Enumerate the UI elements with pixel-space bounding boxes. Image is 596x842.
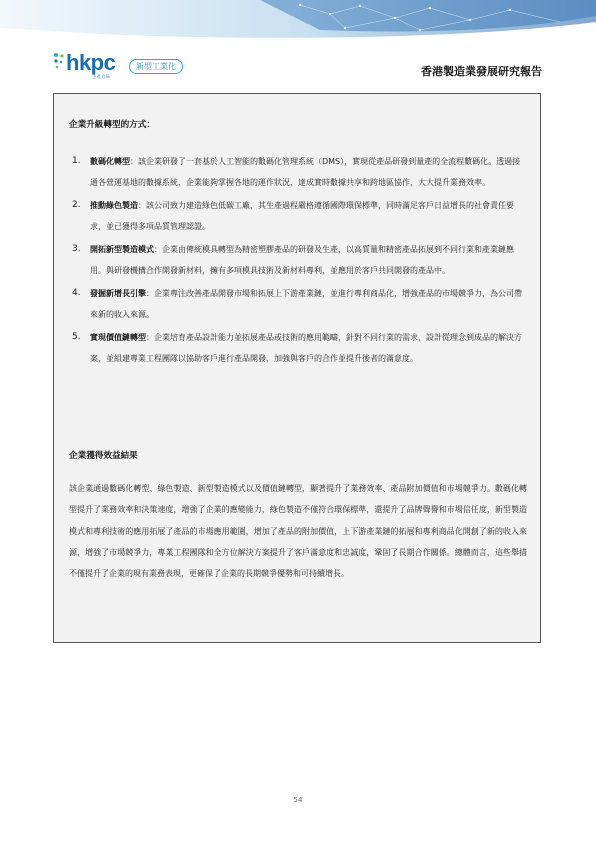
item-title: 實現價值鏈轉型 xyxy=(90,333,146,342)
page-number: 54 xyxy=(293,796,303,804)
item-number: 2. xyxy=(72,200,81,210)
section-heading-methods: 企業升級轉型的方式： xyxy=(69,120,155,130)
list-item xyxy=(67,151,527,193)
list-item xyxy=(67,327,527,369)
logo-subtext: 生產力局 xyxy=(92,75,110,80)
item-number: 4. xyxy=(72,288,81,298)
item-title: 推動綠色製造 xyxy=(90,201,138,210)
logo-text: hkpc xyxy=(66,50,116,75)
item-number: 1. xyxy=(72,156,81,166)
item-number: 3. xyxy=(72,244,81,254)
item-title: 數碼化轉型 xyxy=(90,157,130,166)
item-text: ：企業培育產品設計能力並拓展產品或技術的應用範疇，針對不同行業的需求，設計從理念到成品的解決方案，並組建專業工程團隊以協助客戶進行產品開發，加強與客戶的合作並提升後者的滿意度。 xyxy=(90,333,522,363)
upgrade-methods-list xyxy=(67,151,527,371)
section-heading-results: 企業獲得效益結果 xyxy=(69,451,138,461)
report-title: 香港製造業發展研究報告 xyxy=(421,65,542,78)
item-title: 開拓新型製造模式 xyxy=(90,245,154,254)
item-text: ：該企業研發了一套基於人工智能的數碼化管理系統（DMS），實現從產品研發到量產的全流程數碼化。透過接通各營運基地的數據系統，企業能夠掌握各地的運作狀況，達成實時數據共享和跨地區協作，大大提升業務效率。 xyxy=(90,157,521,187)
logo-dots-icon xyxy=(52,52,66,74)
list-item xyxy=(67,283,527,325)
item-text: ：企業由傳統模具轉型為精密塑膠產品的研發及生產，以高質量和精密產品拓展到不同行業和產業鏈應用。與研發機構合作開發新材料，擁有多項模具技術及新材料專利，並應用於客戶共同開發的產品中。 xyxy=(90,245,514,275)
content-box xyxy=(53,93,541,643)
logo-badge: 新型工業化 xyxy=(129,59,183,74)
item-text: ：企業專注改善產品開發市場和拓展上下游產業鏈，並進行專利商品化，增強產品的市場競爭力，為公司帶來新的收入來源。 xyxy=(90,289,522,319)
list-item xyxy=(67,195,527,237)
results-paragraph: 該企業通過數碼化轉型、綠色製造、新型製造模式以及價值鏈轉型，顯著提升了業務效率、產品附加價值和市場競爭力。數碼化轉型提升了業務效率和決策速度，增強了企業的應變能力，綠色製造不僅符合環保標準，還提升了品牌聲譽和市場信任度，新型製造模式和專利技術的應用拓展了產品的市場應用範圍，增加了產品的附加價值，上下游產業鏈的拓展和專利商品化開創了新的收入來源，增強了市場競爭力，專業工程團隊和全方位解決方案提升了客戶滿意度和忠誠度，鞏固了長期合作關係。總體而言，這些舉措不僅提升了企業的現有業務表現，更確保了企業的長期競爭優勢和可持續增長。 xyxy=(69,484,527,579)
item-number: 5. xyxy=(72,332,81,342)
list-item xyxy=(67,239,527,281)
header-decoration xyxy=(0,0,596,46)
item-text: ：該公司致力建造綠色低碳工廠，其生產過程嚴格遵循國際環保標準，同時滿足客戶日益增長的社會責任要求，並已獲得多項品質管理認證。 xyxy=(90,201,514,231)
item-title: 發掘新增長引擎 xyxy=(90,289,146,298)
